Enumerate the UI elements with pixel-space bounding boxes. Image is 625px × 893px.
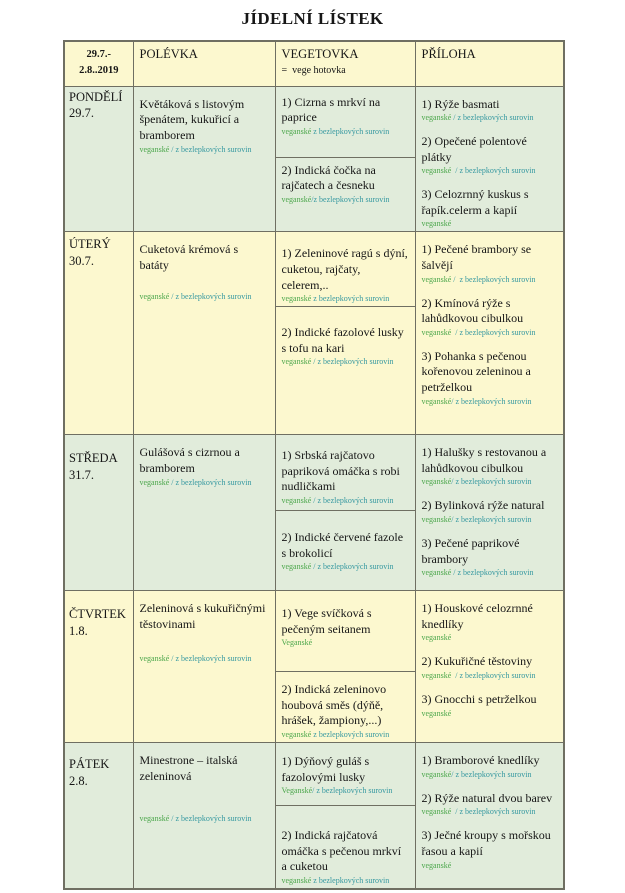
side-item-2 — [422, 296, 558, 338]
vegan-label: veganské — [421, 708, 452, 718]
vege-dish-1-name: 1) Srbská rajčatovo papriková omáčka s robi nudličkami — [281, 448, 400, 494]
vegan-label: veganské — [281, 496, 312, 506]
vegan-label: veganské — [421, 113, 452, 123]
side-item-3 — [422, 349, 558, 407]
soup-name: Minestrone – italská zeleninová — [139, 753, 238, 783]
soup-name: Květáková s listovým špenátem, kukuřicí a bramborem — [139, 96, 245, 142]
sides-cell — [415, 591, 564, 743]
side-2-name: 2) Opečené polentové plátky — [421, 134, 527, 164]
gluten-free-label: / z bezlepkových surovin — [169, 145, 252, 155]
vege-dish-2-diet-note — [282, 562, 409, 572]
gluten-free-label: z bezlepkových surovin — [311, 126, 390, 136]
side-2-diet-note — [422, 671, 558, 681]
vegan-label: veganské — [421, 807, 452, 817]
side-1-name: 1) Halušky s restovanou a lahůdkovou cibulkou — [421, 445, 547, 475]
header-vege-column — [275, 41, 415, 86]
vegan-label: veganské — [139, 814, 170, 824]
soup-cell — [133, 435, 275, 591]
menu-table — [63, 40, 565, 890]
side-item-1 — [422, 601, 558, 643]
gluten-free-label: / z bezlepkových surovin — [451, 671, 536, 681]
gluten-free-label: /z bezlepkových surovin — [311, 195, 390, 205]
gluten-free-label: / z bezlepkových surovin — [169, 478, 252, 488]
vege-dish-2-cell — [275, 511, 415, 591]
side-3-diet-note — [422, 219, 558, 229]
soup-diet-note — [140, 654, 269, 664]
header-side-column: PŘÍLOHA — [415, 41, 564, 86]
soup-name: Gulášová s cizrnou a bramborem — [139, 445, 240, 475]
menu-row-2-top — [64, 232, 564, 307]
side-2-diet-note — [422, 807, 558, 817]
gluten-free-label: / z bezlepkových surovin — [169, 291, 252, 301]
vege-dish-2-name: 2) Indická rajčatová omáčka s pečenou mrkví a cuketou — [281, 828, 402, 874]
vege-dish-2-name: 2) Indické červené fazole s brokolicí — [281, 530, 404, 560]
gluten-free-label: / z bezlepkových surovin — [451, 769, 532, 779]
day-date: 2.8. — [69, 774, 88, 789]
vege-dish-1-diet-note — [282, 638, 409, 648]
side-1-name: 1) Rýže basmati — [421, 96, 500, 111]
day-name: PÁTEK — [69, 757, 110, 772]
vegan-label: veganské — [421, 568, 452, 578]
vege-dish-2-cell — [275, 806, 415, 889]
soup-cell — [133, 232, 275, 435]
vege-dish-2-cell — [275, 672, 415, 743]
header-soup-column: POLÉVKA — [133, 41, 275, 86]
vege-dish-1-name: 1) Dýňový guláš s fazolovými lusky — [281, 754, 370, 784]
side-1-diet-note — [422, 477, 558, 487]
side-item-2 — [422, 654, 558, 681]
soup-diet-note — [140, 145, 269, 155]
vegan-label: veganské — [421, 166, 452, 176]
side-item-3 — [422, 187, 558, 229]
vege-dish-1-cell — [275, 86, 415, 157]
vegan-label: Veganské — [281, 786, 313, 796]
vege-dish-2-diet-note — [282, 876, 409, 886]
menu-table-body — [64, 41, 564, 889]
gluten-free-label: / z bezlepkových surovin — [169, 814, 252, 824]
day-date: 1.8. — [69, 624, 88, 639]
vegan-label: veganské — [421, 477, 452, 487]
day-name: PONDĚLÍ — [69, 89, 123, 104]
vege-dish-1-diet-note — [282, 127, 409, 137]
side-item-2 — [422, 498, 558, 525]
day-cell — [64, 591, 133, 743]
vegan-label: veganské — [281, 876, 312, 886]
vege-dish-2-diet-note — [282, 730, 409, 740]
vege-dish-1-name: 1) Cizrna s mrkví na paprice — [281, 94, 381, 125]
menu-row-1-top — [64, 86, 564, 157]
soup-name: Cuketová krémová s batáty — [139, 242, 239, 273]
gluten-free-label: / z bezlepkových surovin — [451, 113, 534, 123]
side-1-diet-note — [422, 113, 558, 123]
vegan-label: veganské — [281, 357, 312, 367]
date-range-line1: 29.7.- — [86, 49, 111, 60]
vegan-label: veganské — [139, 145, 170, 155]
soup-name: Zeleninová s kukuřičnými těstovinami — [139, 601, 266, 631]
side-3-diet-note — [422, 861, 558, 871]
sides-cell — [415, 232, 564, 435]
side-item-1 — [422, 242, 558, 284]
soup-diet-note — [140, 478, 269, 488]
menu-row-4-top — [64, 591, 564, 672]
vege-dish-2-name: 2) Indická zeleninovo houbová směs (dýňě, hrášek, žampiony,...) — [281, 682, 387, 728]
side-2-diet-note — [422, 328, 558, 338]
soup-diet-note — [140, 814, 269, 824]
vegan-label: Veganské — [281, 638, 313, 648]
sides-cell — [415, 435, 564, 591]
side-item-3 — [422, 536, 558, 578]
day-name: STŘEDA — [69, 451, 118, 466]
vegan-label: veganské — [281, 294, 312, 304]
side-1-name: 1) Pečené brambory se šalvějí — [421, 242, 532, 273]
vege-dish-2-diet-note — [282, 357, 409, 367]
side-1-diet-note — [422, 770, 558, 780]
side-2-name: 2) Kmínová rýže s lahůdkovou cibulkou — [421, 295, 524, 326]
vegan-label: veganské — [421, 633, 452, 643]
vege-dish-1-cell — [275, 435, 415, 511]
vege-dish-1-diet-note — [282, 496, 409, 506]
vege-column-subtitle: = vege hotovka — [281, 65, 346, 76]
side-item-1 — [422, 445, 558, 487]
side-2-name: 2) Rýže natural dvou barev — [421, 790, 553, 805]
vege-dish-2-name: 2) Indická čočka na rajčatech a česneku — [281, 162, 376, 193]
side-2-name: 2) Kukuřičné těstoviny — [421, 654, 533, 669]
vegan-label: veganské — [421, 396, 452, 406]
vegan-label: veganské — [421, 860, 452, 870]
day-cell — [64, 86, 133, 232]
vege-dish-1-cell — [275, 743, 415, 806]
side-3-diet-note — [422, 568, 558, 578]
vegan-label: veganské — [281, 126, 312, 136]
vege-column-title: VEGETOVKA — [281, 47, 359, 61]
day-cell — [64, 435, 133, 591]
date-range-line2: 2.8..2019 — [79, 65, 119, 77]
side-3-name: 3) Pečené paprikové brambory — [421, 536, 520, 566]
vege-dish-1-cell — [275, 591, 415, 672]
sides-cell — [415, 86, 564, 232]
vege-dish-1-diet-note — [282, 294, 409, 304]
vege-dish-2-cell — [275, 157, 415, 232]
vegan-label: veganské — [421, 219, 452, 229]
vegan-label: veganské — [421, 671, 452, 681]
vege-dish-2-cell — [275, 307, 415, 435]
gluten-free-label: / z bezlepkových surovin — [451, 274, 536, 284]
side-1-name: 1) Houskové celozrnné knedlíky — [421, 601, 533, 631]
day-date: 31.7. — [69, 468, 94, 483]
gluten-free-label: / z bezlepkových surovin — [451, 327, 536, 337]
side-item-2 — [422, 791, 558, 818]
soup-diet-note — [140, 292, 269, 302]
menu-row-3-top — [64, 435, 564, 511]
vege-dish-1-cell — [275, 232, 415, 307]
day-name: ČTVRTEK — [69, 607, 126, 622]
sides-cell — [415, 743, 564, 889]
side-1-name: 1) Bramborové knedlíky — [421, 753, 540, 768]
soup-cell — [133, 743, 275, 889]
vegan-label: veganské — [421, 769, 452, 779]
soup-cell — [133, 591, 275, 743]
gluten-free-label: / z bezlepkových surovin — [451, 396, 532, 406]
day-name: ÚTERÝ — [69, 237, 111, 252]
gluten-free-label: / z bezlepkových surovin — [311, 562, 394, 572]
day-date: 30.7. — [69, 254, 94, 269]
gluten-free-label: z bezlepkových surovin — [311, 876, 390, 886]
gluten-free-label: / z bezlepkových surovin — [312, 786, 393, 796]
vegan-label: veganské — [421, 274, 452, 284]
gluten-free-label: / z bezlepkových surovin — [169, 654, 252, 664]
side-3-name: 3) Gnocchi s petrželkou — [421, 692, 537, 707]
gluten-free-label: z bezlepkových surovin — [311, 294, 390, 304]
vege-dish-2-name: 2) Indické fazolové lusky s tofu na kari — [281, 325, 404, 355]
side-3-name: 3) Ječné kroupy s mořskou řasou a kapií — [421, 828, 551, 859]
gluten-free-label: / z bezlepkových surovin — [451, 807, 536, 817]
vege-dish-2-diet-note — [282, 195, 409, 205]
side-1-diet-note — [422, 633, 558, 643]
side-3-diet-note — [422, 709, 558, 719]
vege-dish-1-name: 1) Vege svíčková s pečeným seitanem — [281, 606, 372, 636]
vegan-label: veganské — [139, 291, 170, 301]
gluten-free-label: / z bezlepkových surovin — [451, 568, 534, 578]
vege-dish-1-name: 1) Zeleninové ragú s dýní, cuketou, rajčaty, celerem,.. — [281, 246, 408, 292]
side-1-diet-note — [422, 275, 558, 285]
side-item-1 — [422, 753, 558, 780]
side-item-2 — [422, 134, 558, 176]
side-3-name: 3) Celozrnný kuskus s řapík.celerm a kapií — [421, 187, 529, 217]
day-date: 29.7. — [69, 106, 94, 121]
gluten-free-label: / z bezlepkových surovin — [311, 496, 394, 506]
gluten-free-label: / z bezlepkových surovin — [311, 357, 394, 367]
side-item-1 — [422, 97, 558, 124]
menu-row-5-top — [64, 743, 564, 806]
vegan-label: veganské — [281, 195, 312, 205]
side-2-name: 2) Bylinková rýže natural — [421, 498, 545, 513]
side-3-name: 3) Pohanka s pečenou kořenovou zeleninou a petrželkou — [421, 348, 531, 395]
page-title: JÍDELNÍ LÍSTEK — [241, 9, 384, 28]
vegan-label: veganské — [421, 327, 452, 337]
vegan-label: veganské — [421, 515, 452, 525]
gluten-free-label: / z bezlepkových surovin — [451, 166, 536, 176]
side-3-diet-note — [422, 397, 558, 407]
gluten-free-label: z bezlepkových surovin — [311, 730, 390, 740]
day-cell — [64, 232, 133, 435]
side-2-diet-note — [422, 515, 558, 525]
vegan-label: veganské — [281, 730, 312, 740]
header-date-range — [64, 41, 133, 86]
side-2-diet-note — [422, 166, 558, 176]
day-cell — [64, 743, 133, 889]
vege-dish-1-diet-note — [282, 786, 409, 796]
soup-cell — [133, 86, 275, 232]
gluten-free-label: / z bezlepkových surovin — [451, 477, 532, 487]
side-item-3 — [422, 692, 558, 719]
header-row — [64, 41, 564, 86]
vegan-label: veganské — [139, 654, 170, 664]
side-item-3 — [422, 828, 558, 870]
gluten-free-label: / z bezlepkových surovin — [451, 515, 532, 525]
vegan-label: veganské — [281, 562, 312, 572]
vegan-label: veganské — [139, 478, 170, 488]
